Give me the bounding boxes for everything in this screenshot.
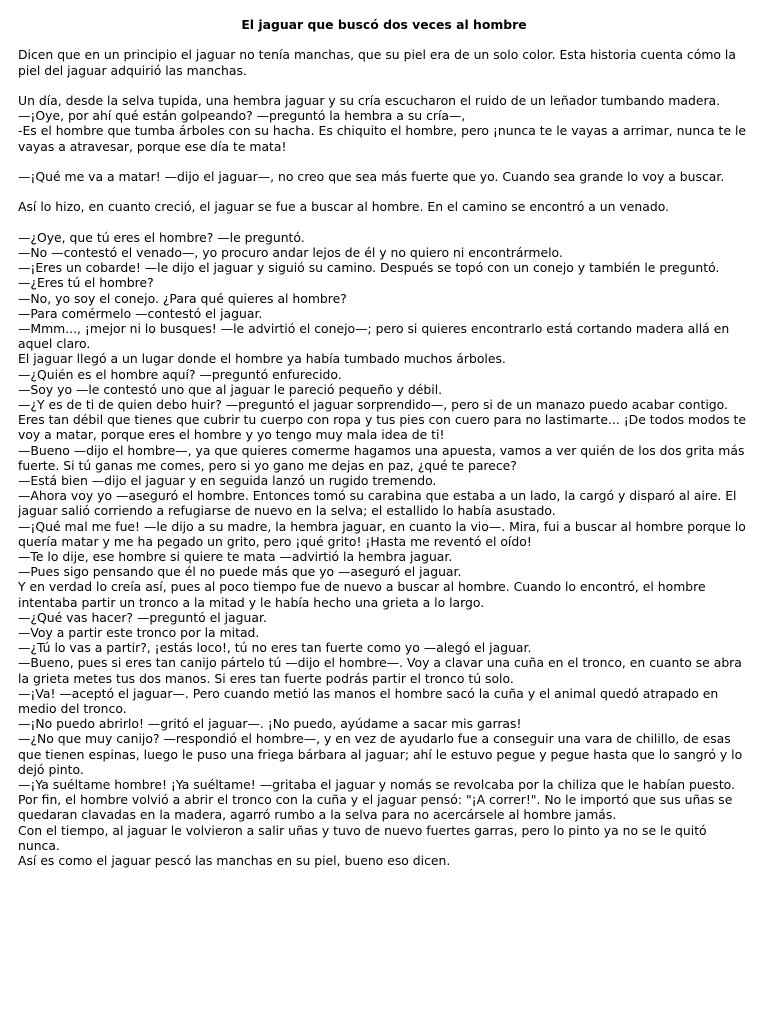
dialogue-line: —¿Tú lo vas a partir?, ¡estás loco!, tú no eres tan fuerte como yo —alegó el jaguar. xyxy=(18,640,532,656)
dialogue-line: —¿Qué vas hacer? —preguntó el jaguar. xyxy=(18,609,267,625)
dialogue-line: —¿Eres tú el hombre? xyxy=(18,275,154,291)
intro-paragraph-4: Así lo hizo, en cuanto creció, el jaguar se fue a buscar al hombre. En el camino se encontró a un venado. xyxy=(18,199,669,215)
dialogue-line: —¿Y es de ti de quien debo huir? —preguntó el jaguar sorprendido—, pero si de un manazo puedo acabar contigo. Eres tan débil que tienes que cubrir tu cuerpo con ropa y tus pies con cuero para no lastimarte... ¡De todos modos te voy a matar, porque eres el hombre y yo tengo muy mala idea de ti! xyxy=(18,397,747,443)
closing-line: Así es como el jaguar pescó las manchas en su piel, bueno eso dicen. xyxy=(18,853,451,869)
document-page xyxy=(18,17,750,868)
dialogue-line: —¿No que muy canijo? —respondió el hombre—, y en vez de ayudarlo fue a conseguir una vara de chilillo, de esas que tienen espinas, luego le puso una friega bárbara al jaguar; ahí le estuvo pegue y pegue hasta que lo sangró y lo dejó pinto. xyxy=(18,731,743,777)
dialogue-line: —¿Quién es el hombre aquí? —preguntó enfurecido. xyxy=(18,366,342,382)
dialogue-line: —Te lo dije, ese hombre si quiere te mata —advirtió la hembra jaguar. xyxy=(18,549,453,565)
dialogue-line: —Bueno —dijo el hombre—, ya que quieres comerme hagamos una apuesta, vamos a ver quién de los dos grita más fuerte. Si tú ganas me comes, pero si yo gano me dejas en paz, ¿qué te parece? xyxy=(18,442,745,473)
dialogue-line: —Ahora voy yo —aseguró el hombre. Entonces tomó su carabina que estaba a un lado, la cargó y disparó al aire. El jaguar salió corriendo a refugiarse de nuevo en la selva; el estallido lo había asustado. xyxy=(18,488,737,519)
dialogue-line: —Está bien —dijo el jaguar y en seguida lanzó un rugido tremendo. xyxy=(18,473,437,489)
dialogue-line: Y en verdad lo creía así, pues al poco tiempo fue de nuevo a buscar al hombre. Cuando lo encontró, el hombre intentaba partir un tronco a la mitad y le había hecho una grieta a lo largo. xyxy=(18,579,706,610)
intro-paragraph-1: Dicen que en un principio el jaguar no tenía manchas, que su piel era de un solo color. Esta historia cuenta cómo la piel del jaguar adquirió las manchas. xyxy=(18,47,736,78)
intro-paragraph-3: —¡Qué me va a matar! —dijo el jaguar—, no creo que sea más fuerte que yo. Cuando sea grande lo voy a buscar. xyxy=(18,168,725,184)
document-title: El jaguar que buscó dos veces al hombre xyxy=(241,17,527,32)
dialogue-line: —Pues sigo pensando que él no puede más que yo —aseguró el jaguar. xyxy=(18,564,462,580)
dialogue-line: El jaguar llegó a un lugar donde el hombre ya había tumbado muchos árboles. xyxy=(18,351,506,367)
dialogue-line: —Soy yo —le contestó uno que al jaguar le pareció pequeño y débil. xyxy=(18,381,443,397)
dialogue-line: —¡Ya suéltame hombre! ¡Ya suéltame! —gritaba el jaguar y nomás se revolcaba por la chiliza que le habían puesto. Por fin, el hombre volvió a abrir el tronco con la cuña y el jaguar pensó: "¡A correr!". No le importó que sus uñas se quedaran clavadas en la madera, agarró rumbo a la selva para no acercársele al hombre jamás. xyxy=(18,777,735,823)
dialogue-line: —No —contestó el venado—, yo procuro andar lejos de él y no quiero ni encontrármelo. xyxy=(18,244,563,260)
intro-paragraph-2: Un día, desde la selva tupida, una hembra jaguar y su cría escucharon el ruido de un leñador tumbando madera. —¡Oye, por ahí qué están golpeando? —preguntó la hembra a su cría—, -Es el hombre que tumba árboles con su hacha. Es chiquito el hombre, pero ¡nunca te le vayas a arrimar, nunca te le vayas a atravesar, porque ese día te mata! xyxy=(18,92,747,154)
dialogue-line: Con el tiempo, al jaguar le volvieron a salir uñas y tuvo de nuevo fuertes garras, pero lo pinto ya no se le quitó nunca. xyxy=(18,822,707,853)
dialogue-line: —¡Va! —aceptó el jaguar—. Pero cuando metió las manos el hombre sacó la cuña y el animal quedó atrapado en medio del tronco. xyxy=(18,685,719,717)
dialogue-line: —¿Oye, que tú eres el hombre? —le preguntó. xyxy=(18,229,305,245)
dialogue-line: —Mmm..., ¡mejor ni lo busques! —le advirtió el conejo—; pero si quieres encontrarlo está cortando madera allá en aquel claro. xyxy=(18,320,730,352)
dialogue-line: —Para comérmelo —contestó el jaguar. xyxy=(18,305,263,321)
dialogue-line: —Voy a partir este tronco por la mitad. xyxy=(18,625,260,641)
dialogue-line: —No, yo soy el conejo. ¿Para qué quieres al hombre? xyxy=(18,290,347,306)
dialogue-line: —¡No puedo abrirlo! —gritó el jaguar—. ¡No puedo, ayúdame a sacar mis garras! xyxy=(18,716,522,732)
dialogue-line: —Bueno, pues si eres tan canijo pártelo tú —dijo el hombre—. Voy a clavar una cuña en el tronco, en cuanto se abra la grieta metes tus dos manos. Si eres tan fuerte podrás partir el tronco tú solo. xyxy=(18,655,742,686)
dialogue-line: —¡Qué mal me fue! —le dijo a su madre, la hembra jaguar, en cuanto la vio—. Mira, fui a buscar al hombre porque lo quería matar y me ha pegado un grito, pero ¡qué grito! ¡Hasta me reventó el oído! xyxy=(18,518,746,549)
dialogue-block xyxy=(18,230,750,869)
dialogue-line: —¡Eres un cobarde! —le dijo el jaguar y siguió su camino. Después se topó con un conejo y también le preguntó. xyxy=(18,260,720,276)
